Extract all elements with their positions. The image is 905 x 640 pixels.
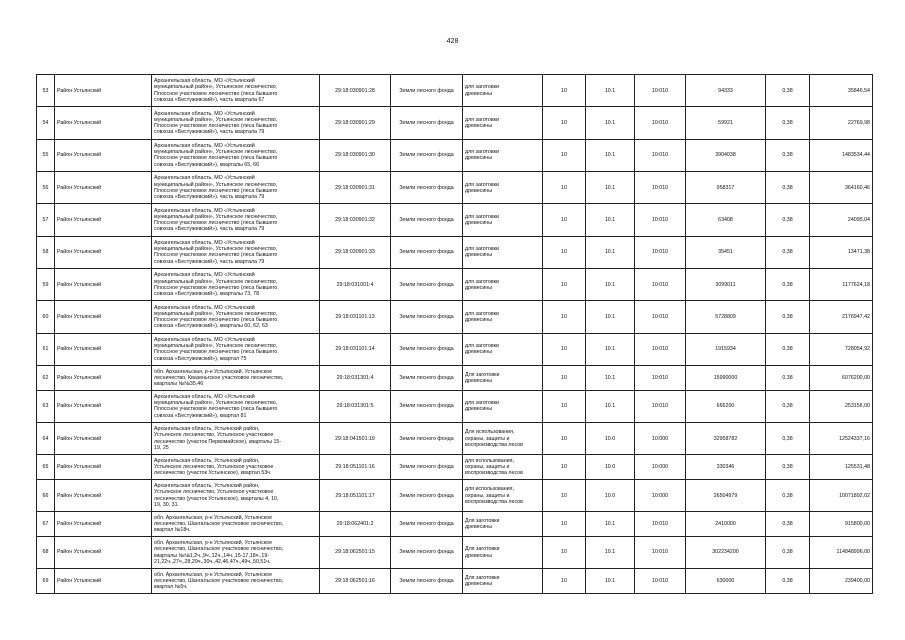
area-cell: 666200 [686, 390, 766, 422]
code-group-cell: 10 [543, 390, 586, 422]
district-cell: Район Устьянский [55, 569, 152, 594]
code-full-cell: 10:010 [635, 366, 686, 391]
code-group-cell: 10 [543, 301, 586, 333]
row-number: 59 [37, 269, 55, 301]
land-category-cell: Земли лесного фонда [391, 390, 463, 422]
table-row [37, 75, 873, 107]
code-group-cell: 10 [543, 236, 586, 268]
row-number: 57 [37, 204, 55, 236]
location-description-cell: обл. Архангельская, р-н Устьянский, Устьянское лесничество, Шангальское участковое лесничество, квартал №18ч. [152, 512, 320, 537]
code-group-cell: 10 [543, 333, 586, 365]
row-number: 63 [37, 390, 55, 422]
table-row [37, 204, 873, 236]
cadastral-number-cell: 29:18:041501:19 [320, 423, 391, 455]
land-plots-table [36, 74, 873, 594]
row-number: 64 [37, 423, 55, 455]
payment-cell: 6076200,00 [810, 366, 873, 391]
row-number: 58 [37, 236, 55, 268]
row-number: 61 [37, 333, 55, 365]
payment-cell: 728054,92 [810, 333, 873, 365]
rate-cell: 0,38 [766, 569, 810, 594]
land-category-cell: Земли лесного фонда [391, 423, 463, 455]
rate-cell: 0,38 [766, 512, 810, 537]
district-cell: Район Устьянский [55, 512, 152, 537]
cadastral-number-cell: 29:18:030901:30 [320, 139, 391, 171]
row-number: 69 [37, 569, 55, 594]
code-subgroup-cell: 10.1 [586, 301, 635, 333]
payment-cell: 22769,98 [810, 107, 873, 139]
location-description-cell: Архангельская область, МО «Устьянский муниципальный район», Устьянское лесничество, Плоссное участковое лесничество (леса бывшего совхоза «Бестужевский»), часть квартала 79 [152, 236, 320, 268]
district-cell: Район Устьянский [55, 236, 152, 268]
permitted-use-cell: Для заготовки древесины [463, 512, 543, 537]
payment-cell: 125531,48 [810, 455, 873, 480]
code-group-cell: 10 [543, 536, 586, 568]
area-cell: 302234200 [686, 536, 766, 568]
permitted-use-cell: для заготовки древесины [463, 390, 543, 422]
code-subgroup-cell: 10.1 [586, 107, 635, 139]
area-cell: 26504979 [686, 479, 766, 511]
code-subgroup-cell: 10.1 [586, 139, 635, 171]
land-category-cell: Земли лесного фонда [391, 512, 463, 537]
location-description-cell: Архангельская область, МО «Устьянский муниципальный район», Устьянское лесничество, Плоссное участковое лесничество (леса бывшего совхоза «Бестужевский»), кварталы 60, 62, 63 [152, 301, 320, 333]
payment-cell: 24095,04 [810, 204, 873, 236]
location-description-cell: Архангельская область, МО «Устьянский муниципальный район», Устьянское лесничество, Плоссное участковое лесничество (леса бывшего совхоза «Бестужевский»), кварталы 73, 78 [152, 269, 320, 301]
cadastral-number-cell: 29:18:031101:14 [320, 333, 391, 365]
code-group-cell: 10 [543, 423, 586, 455]
permitted-use-cell: для заготовки древесины [463, 107, 543, 139]
location-description-cell: Архангельская область, Устьянский район, Устьянское лесничество, Устьянское участковое лесничество (участок Первомайское), кварталы 15- 19, 25 [152, 423, 320, 455]
table-row [37, 455, 873, 480]
code-subgroup-cell: 10.1 [586, 536, 635, 568]
table-row [37, 512, 873, 537]
area-cell: 3099011 [686, 269, 766, 301]
land-category-cell: Земли лесного фонда [391, 301, 463, 333]
land-category-cell: Земли лесного фонда [391, 107, 463, 139]
district-cell: Район Устьянский [55, 479, 152, 511]
permitted-use-cell: для заготовки древесины [463, 204, 543, 236]
payment-cell: 915800,00 [810, 512, 873, 537]
rate-cell: 0,38 [766, 75, 810, 107]
district-cell: Район Устьянский [55, 536, 152, 568]
cadastral-number-cell: 29:18:051101:17 [320, 479, 391, 511]
code-subgroup-cell: 10.1 [586, 366, 635, 391]
location-description-cell: обл. Архангельская, р-н Устьянский, Устьянское лесничество, Квазеньгское участковое лесничество, кварталы №№35,46 [152, 366, 320, 391]
payment-cell: 1177624,18 [810, 269, 873, 301]
area-cell: 630000 [686, 569, 766, 594]
location-description-cell: Архангельская область, Устьянский район, Устьянское лесничество, Устьянское участковое лесничество (участок Устьянское), квартал 53ч [152, 455, 320, 480]
rate-cell: 0,38 [766, 423, 810, 455]
payment-cell: 364160,46 [810, 172, 873, 204]
code-full-cell: 10:010 [635, 569, 686, 594]
area-cell: 2410000 [686, 512, 766, 537]
permitted-use-cell: для заготовки древесины [463, 301, 543, 333]
table-row [37, 390, 873, 422]
payment-cell: 1483534,44 [810, 139, 873, 171]
table-row [37, 269, 873, 301]
row-number: 53 [37, 75, 55, 107]
row-number: 66 [37, 479, 55, 511]
code-full-cell: 10:010 [635, 75, 686, 107]
table-row [37, 366, 873, 391]
permitted-use-cell: для заготовки древесины [463, 333, 543, 365]
permitted-use-cell: для заготовки древесины [463, 139, 543, 171]
code-full-cell: 10:010 [635, 269, 686, 301]
code-full-cell: 10:010 [635, 172, 686, 204]
table-row [37, 479, 873, 511]
code-group-cell: 10 [543, 455, 586, 480]
row-number: 68 [37, 536, 55, 568]
table-row [37, 139, 873, 171]
district-cell: Район Устьянский [55, 172, 152, 204]
rate-cell: 0,38 [766, 236, 810, 268]
permitted-use-cell: для заготовки древесины [463, 172, 543, 204]
code-group-cell: 10 [543, 512, 586, 537]
payment-cell: 2176947,42 [810, 301, 873, 333]
district-cell: Район Устьянский [55, 301, 152, 333]
district-cell: Район Устьянский [55, 333, 152, 365]
location-description-cell: Архангельская область, МО «Устьянский муниципальный район», Устьянское лесничество, Плоссное участковое лесничество (леса бывшего совхоза «Бестужевский»), квартал 81 [152, 390, 320, 422]
row-number: 54 [37, 107, 55, 139]
code-group-cell: 10 [543, 172, 586, 204]
table-row [37, 333, 873, 365]
rate-cell: 0,38 [766, 204, 810, 236]
permitted-use-cell: для использования, охраны, защиты и воспроизводства лесов [463, 479, 543, 511]
cadastral-number-cell: 29:18:030901:33 [320, 236, 391, 268]
code-full-cell: 10:010 [635, 536, 686, 568]
area-cell: 94333 [686, 75, 766, 107]
row-number: 62 [37, 366, 55, 391]
permitted-use-cell: Для использования, охраны, защиты и воспроизводства лесов [463, 423, 543, 455]
land-category-cell: Земли лесного фонда [391, 455, 463, 480]
location-description-cell: Архангельская область, МО «Устьянский муниципальный район», Устьянское лесничество, Плоссное участковое лесничество (леса бывшего совхоза «Бестужевский»), часть квартала 79 [152, 204, 320, 236]
code-subgroup-cell: 10.1 [586, 569, 635, 594]
rate-cell: 0,38 [766, 269, 810, 301]
code-group-cell: 10 [543, 139, 586, 171]
cadastral-number-cell: 29:18:031001:4 [320, 269, 391, 301]
district-cell: Район Устьянский [55, 390, 152, 422]
row-number: 56 [37, 172, 55, 204]
code-group-cell: 10 [543, 569, 586, 594]
code-full-cell: 10:000 [635, 455, 686, 480]
area-cell: 330346 [686, 455, 766, 480]
rate-cell: 0,38 [766, 366, 810, 391]
code-group-cell: 10 [543, 75, 586, 107]
area-cell: 958317 [686, 172, 766, 204]
cadastral-number-cell: 29:18:030901:32 [320, 204, 391, 236]
table-row [37, 236, 873, 268]
location-description-cell: обл. Архангельская, р-н Устьянский, Устьянское лесничество, Шангальское участковое лесничество, квартал №5ч. [152, 569, 320, 594]
land-category-cell: Земли лесного фонда [391, 569, 463, 594]
code-subgroup-cell: 10.1 [586, 75, 635, 107]
code-group-cell: 10 [543, 204, 586, 236]
cadastral-number-cell: 29:18:030901:28 [320, 75, 391, 107]
area-cell: 1915934 [686, 333, 766, 365]
district-cell: Район Устьянский [55, 269, 152, 301]
cadastral-number-cell: 29:18:062401:2 [320, 512, 391, 537]
payment-cell: 253156,00 [810, 390, 873, 422]
table-row [37, 423, 873, 455]
land-category-cell: Земли лесного фонда [391, 139, 463, 171]
code-subgroup-cell: 10.0 [586, 479, 635, 511]
cadastral-number-cell: 29:18:062501:15 [320, 536, 391, 568]
table-row [37, 536, 873, 568]
permitted-use-cell: Для заготовки древесины [463, 366, 543, 391]
payment-cell: 10071892,02 [810, 479, 873, 511]
cadastral-number-cell: 29:18:030901:31 [320, 172, 391, 204]
land-category-cell: Земли лесного фонда [391, 236, 463, 268]
land-category-cell: Земли лесного фонда [391, 204, 463, 236]
code-full-cell: 10:010 [635, 390, 686, 422]
rate-cell: 0,38 [766, 172, 810, 204]
permitted-use-cell: для использования, охраны, защиты и воспроизводства лесов [463, 455, 543, 480]
district-cell: Район Устьянский [55, 107, 152, 139]
cadastral-number-cell: 29:18:031301:5 [320, 390, 391, 422]
land-category-cell: Земли лесного фонда [391, 172, 463, 204]
permitted-use-cell: Для заготовки древесины [463, 569, 543, 594]
table-row [37, 569, 873, 594]
code-subgroup-cell: 10.0 [586, 423, 635, 455]
row-number: 67 [37, 512, 55, 537]
permitted-use-cell: для заготовки древесины [463, 75, 543, 107]
code-subgroup-cell: 10.1 [586, 172, 635, 204]
area-cell: 32958782 [686, 423, 766, 455]
area-cell: 15990000 [686, 366, 766, 391]
code-subgroup-cell: 10.1 [586, 512, 635, 537]
district-cell: Район Устьянский [55, 139, 152, 171]
payment-cell: 35846,54 [810, 75, 873, 107]
code-subgroup-cell: 10.1 [586, 333, 635, 365]
code-subgroup-cell: 10.1 [586, 390, 635, 422]
table-body [37, 75, 873, 594]
rate-cell: 0,38 [766, 479, 810, 511]
location-description-cell: Архангельская область, МО «Устьянский муниципальный район», Устьянское лесничество, Плоссное участковое лесничество (леса бывшего совхоза «Бестужевский»), кварталы 65, 66 [152, 139, 320, 171]
cadastral-number-cell: 29:18:062501:16 [320, 569, 391, 594]
code-full-cell: 10:010 [635, 301, 686, 333]
permitted-use-cell: Для заготовки древесины [463, 536, 543, 568]
land-category-cell: Земли лесного фонда [391, 479, 463, 511]
permitted-use-cell: для заготовки древесины [463, 236, 543, 268]
district-cell: Район Устьянский [55, 423, 152, 455]
location-description-cell: Архангельская область, МО «Устьянский муниципальный район», Устьянское лесничество, Плоссное участковое лесничество (леса бывшего совхоза «Бестужевский»), квартал 75 [152, 333, 320, 365]
land-category-cell: Земли лесного фонда [391, 75, 463, 107]
district-cell: Район Устьянский [55, 366, 152, 391]
area-cell: 59921 [686, 107, 766, 139]
location-description-cell: обл. Архангельская, р-н Устьянский, Устьянское лесничество, Шангальское участковое лесничество, кварталы №№1,2ч.,9ч.,12ч.,14ч.,15-17,18ч.,19- 21,22ч.,27ч.,28,29ч.,30ч.,42,46,47ч.,49ч.,50,51ч. [152, 536, 320, 568]
location-description-cell: Архангельская область, Устьянский район, Устьянское лесничество, Устьянское участковое лесничество (участок Устьянское), кварталы 4, 10, 19, 30, 31 [152, 479, 320, 511]
rate-cell: 0,38 [766, 536, 810, 568]
location-description-cell: Архангельская область, МО «Устьянский муниципальный район», Устьянское лесничество, Плоссное участковое лесничество (леса бывшего совхоза «Бестужевский»), часть квартала 79 [152, 172, 320, 204]
code-full-cell: 10:010 [635, 107, 686, 139]
area-cell: 5728809 [686, 301, 766, 333]
area-cell: 35451 [686, 236, 766, 268]
land-category-cell: Земли лесного фонда [391, 333, 463, 365]
cadastral-number-cell: 29:18:031301:4 [320, 366, 391, 391]
code-full-cell: 10:010 [635, 204, 686, 236]
row-number: 60 [37, 301, 55, 333]
rate-cell: 0,38 [766, 455, 810, 480]
district-cell: Район Устьянский [55, 75, 152, 107]
rate-cell: 0,38 [766, 139, 810, 171]
land-category-cell: Земли лесного фонда [391, 536, 463, 568]
cadastral-number-cell: 29:18:051101:16 [320, 455, 391, 480]
page-number: 428 [446, 38, 459, 45]
cadastral-number-cell: 29:18:030901:29 [320, 107, 391, 139]
permitted-use-cell: для заготовки древесины [463, 269, 543, 301]
area-cell: 63408 [686, 204, 766, 236]
code-subgroup-cell: 10.1 [586, 204, 635, 236]
rate-cell: 0,38 [766, 107, 810, 139]
code-full-cell: 10:010 [635, 333, 686, 365]
row-number: 55 [37, 139, 55, 171]
table-row [37, 172, 873, 204]
payment-cell: 239400,00 [810, 569, 873, 594]
cadastral-number-cell: 29:18:031101:13 [320, 301, 391, 333]
code-subgroup-cell: 10.1 [586, 269, 635, 301]
rate-cell: 0,38 [766, 301, 810, 333]
area-cell: 3904038 [686, 139, 766, 171]
district-cell: Район Устьянский [55, 455, 152, 480]
code-group-cell: 10 [543, 479, 586, 511]
code-group-cell: 10 [543, 269, 586, 301]
location-description-cell: Архангельская область, МО «Устьянский муниципальный район», Устьянское лесничество, Плоссное участковое лесничество (леса бывшего совхоза «Бестужевский»), часть квартала 79 [152, 107, 320, 139]
payment-cell: 114848996,00 [810, 536, 873, 568]
location-description-cell: Архангельская область, МО «Устьянский муниципальный район», Устьянское лесничество, Плоссное участковое лесничество (леса бывшего совхоза «Бестужевский»), часть квартала 67 [152, 75, 320, 107]
land-category-cell: Земли лесного фонда [391, 366, 463, 391]
code-group-cell: 10 [543, 107, 586, 139]
code-group-cell: 10 [543, 366, 586, 391]
code-full-cell: 10:010 [635, 139, 686, 171]
code-full-cell: 10:010 [635, 512, 686, 537]
table-row [37, 301, 873, 333]
rate-cell: 0,38 [766, 333, 810, 365]
code-full-cell: 10:000 [635, 479, 686, 511]
code-full-cell: 10:000 [635, 423, 686, 455]
code-subgroup-cell: 10.0 [586, 455, 635, 480]
payment-cell: 12524337,16 [810, 423, 873, 455]
rate-cell: 0,38 [766, 390, 810, 422]
code-subgroup-cell: 10.1 [586, 236, 635, 268]
code-full-cell: 10:010 [635, 236, 686, 268]
district-cell: Район Устьянский [55, 204, 152, 236]
land-category-cell: Земли лесного фонда [391, 269, 463, 301]
row-number: 65 [37, 455, 55, 480]
table-row [37, 107, 873, 139]
payment-cell: 13471,38 [810, 236, 873, 268]
